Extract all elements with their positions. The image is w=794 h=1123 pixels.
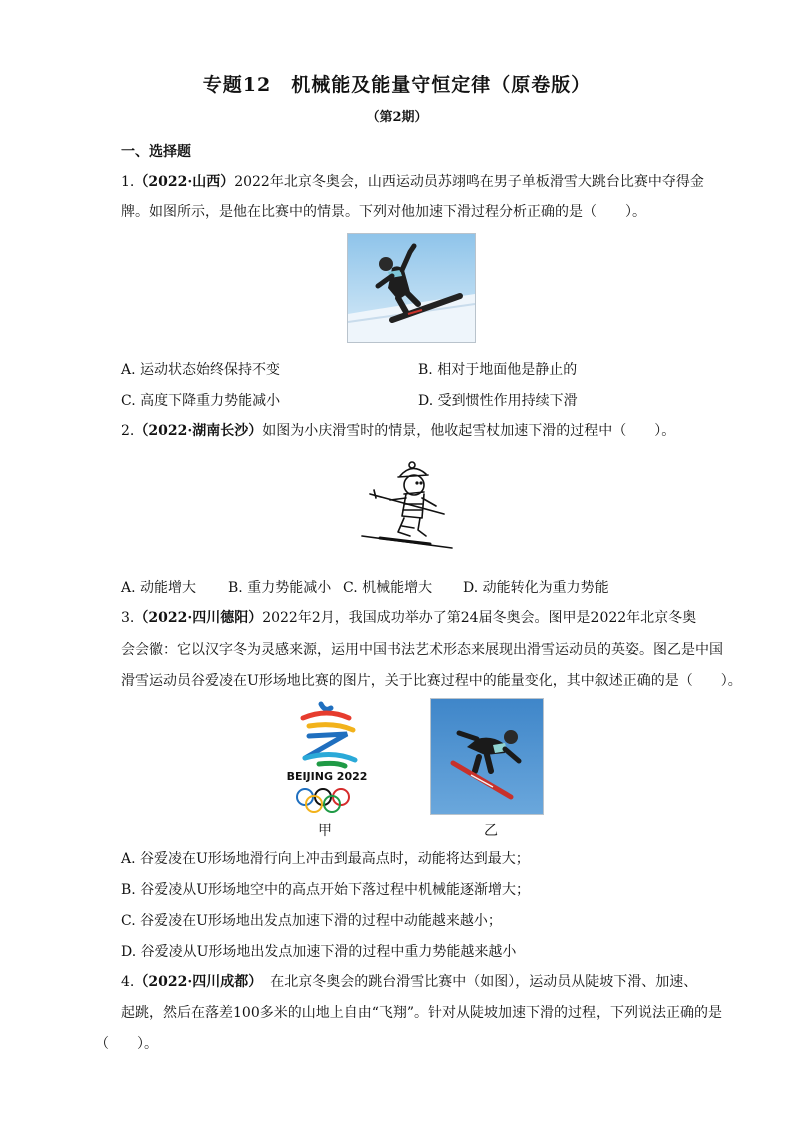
q3-number: 3. [121, 610, 135, 626]
q2-option-c: C. 机械能增大 [343, 580, 433, 596]
snowboarder-image [348, 234, 475, 342]
q3-option-d: D. 谷爱凌从U形场地出发点加速下滑的过程中重力势能越来越小 [121, 944, 517, 960]
q3-line-2: 会会徽：它以汉字冬为灵感来源，运用中国书法艺术形态来展现出滑雪运动员的英姿。图乙是中国 [121, 642, 723, 658]
caption-yi: 乙 [484, 823, 498, 839]
q1-option-d: D. 受到惯性作用持续下滑 [418, 393, 578, 409]
q1-option-c: C. 高度下降重力势能减小 [121, 393, 281, 409]
q1-option-b: B. 相对于地面他是静止的 [418, 362, 578, 378]
q1-source: （2022·山西） [134, 174, 235, 190]
q3-line-3: 滑雪运动员谷爱凌在U形场地比赛的图片，关于比赛过程中的能量变化，其中叙述正确的是（ ）。 [121, 673, 742, 689]
aerial-snowboarder-image [431, 699, 543, 814]
q4-text-a: 在北京冬奥会的跳台滑雪比赛中（如图），运动员从陡坡下滑、加速、 [270, 974, 698, 990]
emblem-text: BEIJING 2022 [286, 770, 368, 783]
beijing-2022-emblem [275, 700, 380, 815]
q4-line-3: （ ）。 [95, 1036, 158, 1052]
q3-text-a: 2022年2月，我国成功举办了第24届冬奥会。图甲是2022年北京冬奥 [262, 610, 697, 626]
q1-option-a: A. 运动状态始终保持不变 [121, 362, 281, 378]
q2-option-b: B. 重力势能减小 [228, 580, 332, 596]
q3-source: （2022·四川德阳） [134, 610, 263, 626]
q3-option-b: B. 谷爱凌从U形场地空中的高点开始下落过程中机械能逐渐增大； [121, 882, 530, 898]
q2-line-1 [121, 421, 675, 441]
q1-snowboarder-photo [347, 233, 476, 343]
page-subtitle: （第2期） [366, 110, 428, 125]
q4-line-1 [121, 972, 697, 992]
q2-text-a: 如图为小庆滑雪时的情景，他收起雪杖加速下滑的过程中（ ）。 [262, 423, 676, 439]
q3-aerial-photo [430, 698, 544, 815]
q2-option-a: A. 动能增大 [121, 580, 197, 596]
q2-option-d: D. 动能转化为重力势能 [463, 580, 609, 596]
q4-number: 4. [121, 974, 135, 990]
skier-line-art [360, 460, 455, 552]
q3-line-1 [121, 608, 696, 628]
q1-line-2: 牌。如图所示，是他在比赛中的情景。下列对他加速下滑过程分析正确的是（ ）。 [121, 204, 646, 220]
q4-source: （2022·四川成都） [134, 974, 263, 990]
caption-jia: 甲 [318, 823, 332, 839]
q2-number: 2. [121, 423, 135, 439]
section-heading: 一、选择题 [121, 144, 191, 160]
q2-skier-drawing [360, 460, 455, 552]
q1-text-a: 2022年北京冬奥会，山西运动员苏翊鸣在男子单板滑雪大跳台比赛中夺得金 [234, 174, 704, 190]
page-title: 专题12 机械能及能量守恒定律（原卷版） [202, 74, 592, 96]
q1-line-1 [121, 172, 704, 192]
q3-emblem-figure [275, 700, 380, 815]
q4-line-2: 起跳，然后在落差100多米的山地上自由“飞翔”。针对从陡坡加速下滑的过程，下列说法正确的是 [121, 1005, 723, 1021]
q1-number: 1. [121, 174, 135, 190]
q2-source: （2022·湖南长沙） [134, 423, 263, 439]
q3-option-a: A. 谷爱凌在U形场地滑行向上冲击到最高点时，动能将达到最大； [121, 851, 530, 867]
q3-option-c: C. 谷爱凌在U形场地出发点加速下滑的过程中动能越来越小； [121, 913, 502, 929]
